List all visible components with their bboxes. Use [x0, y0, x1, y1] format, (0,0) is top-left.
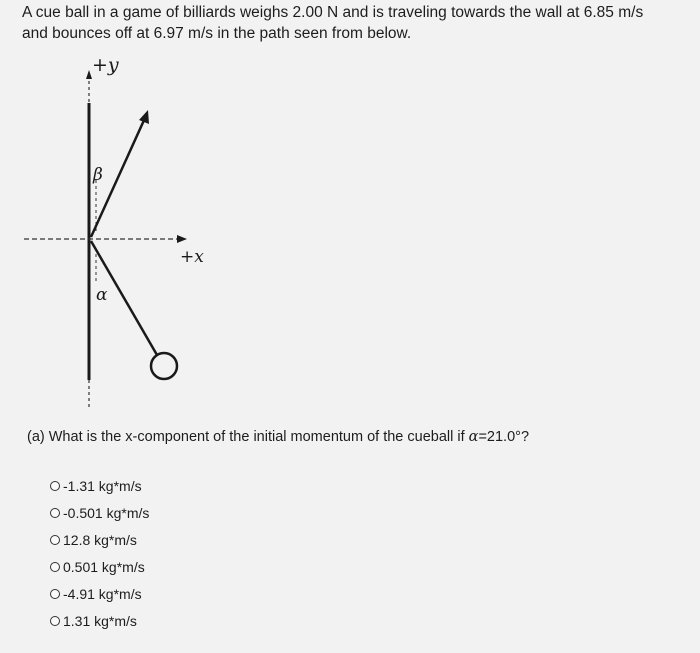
part-a-alpha: α — [468, 429, 479, 445]
answer-option[interactable] — [50, 553, 149, 580]
x-axis-arrowhead — [177, 235, 187, 243]
radio-button[interactable] — [50, 481, 60, 491]
answer-option-label: 0.501 kg*m/s — [63, 558, 145, 575]
answer-option[interactable] — [50, 472, 149, 499]
answer-option[interactable] — [50, 499, 149, 526]
answer-option-label: 12.8 kg*m/s — [63, 531, 137, 548]
outgoing-arrowhead — [139, 110, 149, 124]
answer-option-label: -0.501 kg*m/s — [63, 504, 150, 521]
y-axis-label: +y — [92, 54, 119, 76]
radio-button[interactable] — [50, 562, 60, 572]
beta-label: β — [93, 165, 103, 185]
radio-button[interactable] — [50, 616, 60, 626]
answer-option[interactable] — [50, 526, 149, 553]
answer-option[interactable] — [50, 580, 149, 607]
answer-option[interactable] — [50, 607, 149, 634]
answer-option-label: -1.31 kg*m/s — [63, 477, 142, 494]
part-a-question — [27, 427, 529, 447]
answer-option-label: -4.91 kg*m/s — [63, 585, 142, 602]
radio-button[interactable] — [50, 535, 60, 545]
part-a-suffix: =21.0°? — [478, 429, 530, 445]
answer-options — [50, 472, 149, 634]
x-axis-label: +x — [180, 247, 204, 267]
answer-option-label: 1.31 kg*m/s — [63, 612, 137, 629]
question-text: A cue ball in a game of billiards weighs 2.00 N and is traveling towards the wall at 6.85 m/s and bounces off at 6.97 m/s in the path seen from below. — [22, 4, 644, 42]
radio-button[interactable] — [50, 508, 60, 518]
part-a-prefix: (a) What is the x-component of the initial momentum of the cueball if — [27, 429, 469, 445]
cue-ball — [151, 353, 177, 379]
alpha-label: α — [96, 285, 108, 305]
radio-button[interactable] — [50, 589, 60, 599]
